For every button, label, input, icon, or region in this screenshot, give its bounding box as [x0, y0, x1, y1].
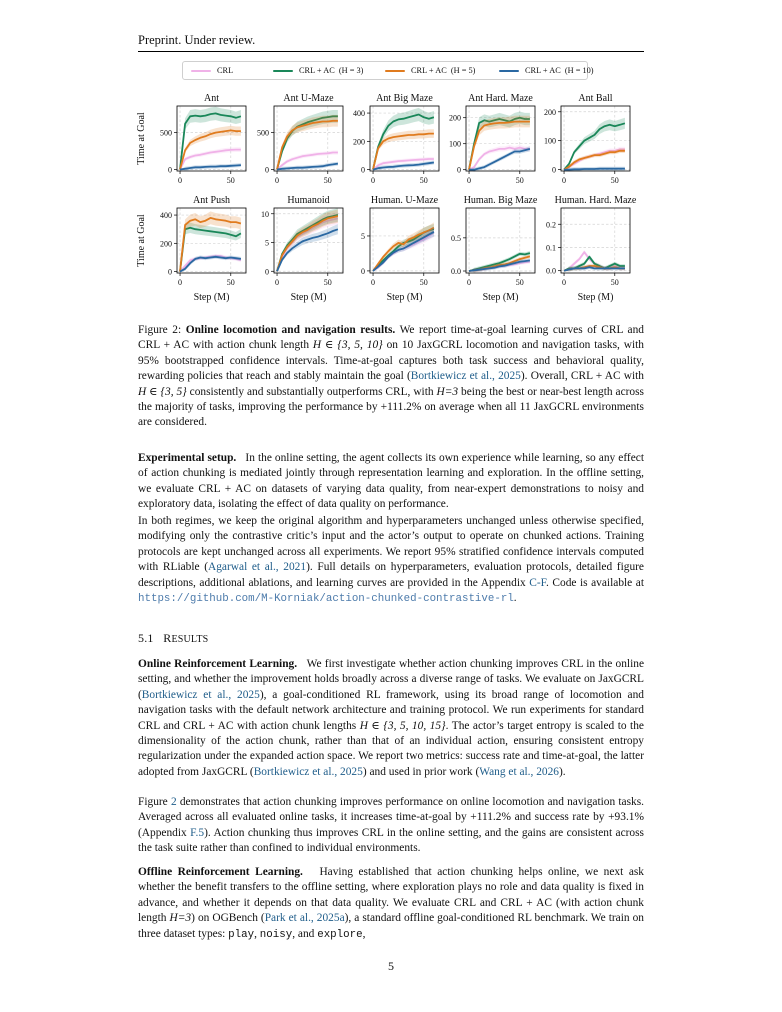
legend-label: CRL + AC [299, 66, 335, 75]
x-tick-label: 0 [178, 176, 183, 185]
axes-frame [561, 106, 630, 171]
paragraph-text: , [254, 927, 257, 940]
paragraph-text: We first investigate whether action chunking improves CRL in the online setting, and whether the improvement holds broadly across a diverse range of tasks. We evaluate on JaxGCRL ( [138, 658, 645, 701]
citation-link[interactable]: Agarwal et al., 2021 [208, 561, 307, 574]
paragraph-lead: Online Reinforcement Learning. [138, 658, 298, 670]
y-tick-label: 500 [160, 128, 172, 138]
paragraph-text: ). Full details on hyperparameters, evaluation protocols, detailed figure descriptions, additional ablations, and learning curves are provided in the Appendix [138, 561, 644, 589]
panel-title: Humanoid [287, 195, 330, 206]
paragraph-text: Figure [138, 796, 168, 808]
legend-swatch [499, 70, 519, 73]
y-tick-label: 0 [265, 267, 269, 277]
paragraph-text: . [513, 592, 517, 605]
appendix-link[interactable]: F.5 [190, 826, 205, 839]
paragraph-text: ), a standard offline goal-conditioned RL benchmark. We train on three dataset types: [138, 912, 644, 940]
caption-text: ). Overall, CRL + AC with [520, 370, 644, 383]
caption-math: H ∈ {3, 5, 10} [312, 339, 383, 352]
figure-caption [138, 323, 644, 431]
paragraph-text: ), a goal-conditioned RL framework, using its broad range of locomotion and navigation tasks with the default network architecture and training protocol. We run experiments for standard CRL and CRL + AC with action chunk lengths [138, 688, 644, 732]
caption-text: consistently and substantially outperforms CRL, with [189, 385, 434, 398]
offline-paragraph [138, 865, 644, 943]
paragraph-lead: Experimental setup. [138, 452, 237, 464]
y-tick-label: 0 [265, 165, 269, 175]
figure-link[interactable]: 2 [170, 796, 177, 808]
caption-math: +111.2% [380, 401, 422, 414]
x-tick-label: 50 [323, 278, 332, 287]
online-paragraph-2 [138, 795, 644, 857]
section-heading [138, 631, 208, 646]
citation-link[interactable]: Bortkiewicz et al., 2025 [253, 765, 363, 778]
y-tick-label: 400 [353, 109, 365, 119]
legend-param: (H = 5) [450, 66, 476, 75]
x-tick-label: 50 [226, 278, 235, 287]
paragraph-text: ). [559, 765, 566, 778]
y-tick-label: 0 [457, 165, 461, 175]
y-tick-label: 0.0 [546, 266, 556, 276]
y-tick-label: 200 [353, 137, 365, 147]
y-axis-label: Time at Goal [136, 214, 147, 267]
y-tick-label: 5 [361, 231, 365, 241]
y-tick-label: 0 [361, 165, 365, 175]
dataset-name: explore [317, 928, 363, 941]
code-url-link[interactable]: https://github.com/M-Korniak/action-chunked-contrastive-rl [138, 593, 514, 606]
legend-swatch [385, 70, 405, 73]
setup-paragraph-1 [138, 451, 644, 513]
paragraph-text: In both regimes, we keep the original algorithm and hyperparameters unchanged unless otherwise specified, modifying only the contrastive critic’s input and the actor’s output to operate on chunked actions. Training protocols are kept unchanged across all experiments. We report 95% stratified confidence intervals computed with RLiable ( [138, 515, 644, 574]
x-axis-label: Step (M) [386, 292, 423, 303]
x-tick-label: 0 [467, 176, 472, 185]
paragraph-text: ). Action chunking thus improves CRL in the online setting, and the gains are consistent across the task suite rather than confined to individual environments. [138, 826, 644, 855]
paragraph-lead: Offline Reinforcement Learning. [138, 866, 303, 878]
y-axis-label: Time at Goal [136, 112, 147, 165]
y-tick-label: 400 [160, 211, 172, 221]
legend-label: CRL [217, 66, 234, 75]
panel-title: Human. Hard. Maze [554, 195, 637, 206]
paragraph-text: (Appendix [138, 826, 187, 839]
panel-title: Ant [204, 93, 219, 104]
y-tick-label: 10 [261, 209, 269, 219]
paragraph-text: ) on OGBench ( [191, 912, 265, 925]
legend-swatch [191, 70, 211, 73]
x-tick-label: 0 [371, 176, 376, 185]
paragraph-text: and success rate by [514, 811, 605, 824]
panel-title: Ant Hard. Maze [468, 93, 533, 104]
panel-title: Ant Big Maze [376, 93, 433, 104]
appendix-link[interactable]: C-F [529, 576, 547, 589]
caption-label: Figure 2: [138, 324, 182, 336]
legend-item-crl-ac-h10 [499, 62, 594, 79]
x-axis-label: Step (M) [193, 292, 230, 303]
caption-math: H ∈ {3, 5} [138, 385, 187, 398]
caption-text: We report time-at-goal learning curves of CRL and CRL + AC with action chunk length [138, 324, 644, 352]
x-tick-label: 0 [371, 278, 376, 287]
x-tick-label: 50 [419, 278, 428, 287]
x-tick-label: 0 [562, 278, 567, 287]
dataset-name: noisy [259, 928, 293, 941]
y-tick-label: 500 [257, 128, 269, 138]
paragraph-text: ) and used in prior work ( [362, 765, 480, 778]
section-number: 5.1 [138, 631, 154, 645]
paragraph-math: +93.1% [608, 811, 644, 824]
x-axis-label: Step (M) [482, 292, 519, 303]
x-tick-label: 50 [323, 176, 332, 185]
header-rule [138, 51, 644, 52]
legend-param: (H = 10) [564, 66, 594, 75]
caption-text: on average when all 11 JaxGCRL environments are considered. [138, 401, 644, 429]
paragraph-text: . The actor’s target entropy is scaled to the dimensionality of the action chunk, rather than that of an individual action, ensuring consistent entropy regularization under the expanded action space. We report two metrics: success rate and time-at-goal, the latter adopted from JaxGCRL ( [138, 719, 644, 778]
x-axis-label: Step (M) [577, 292, 614, 303]
caption-text: being the best or near-best length across the majority of tasks, improving the performance by [138, 385, 644, 414]
series-line [564, 169, 625, 170]
y-tick-label: 0 [361, 266, 365, 276]
citation-link[interactable]: Bortkiewicz et al., 2025 [141, 688, 260, 701]
caption-math: H=3 [436, 385, 459, 398]
citation-link[interactable]: Bortkiewicz et al., 2025 [410, 370, 521, 383]
legend-label: CRL + AC [525, 66, 561, 75]
caption-title: Online locomotion and navigation results. [185, 324, 396, 336]
setup-paragraph-2 [138, 514, 644, 607]
dataset-name: play [228, 928, 255, 941]
x-tick-label: 50 [610, 176, 619, 185]
panel-title: Ant Ball [578, 93, 613, 104]
citation-link[interactable]: Park et al., 2025a [264, 912, 345, 925]
paragraph-text: , [362, 927, 366, 940]
panel-title: Ant U-Maze [283, 93, 334, 104]
paragraph-text: Having established that action chunking helps online, we next ask whether the benefit transfers to the offline setting, where exploration plays no role and data quality is fixed in advance, and whether it depends on that data quality. We evaluate CRL and CRL + AC (with action chunk length [138, 866, 644, 925]
y-tick-label: 0.2 [546, 220, 556, 230]
y-tick-label: 5 [265, 238, 269, 248]
online-paragraph-1 [138, 657, 644, 780]
running-head: Preprint. Under review. [138, 33, 256, 47]
legend-label: CRL + AC [411, 66, 447, 75]
x-tick-label: 0 [467, 278, 472, 287]
x-axis-label: Step (M) [290, 292, 327, 303]
y-tick-label: 200 [544, 107, 556, 117]
paragraph-math: H=3 [169, 912, 192, 925]
x-tick-label: 0 [275, 278, 280, 287]
x-tick-label: 50 [226, 176, 235, 185]
y-tick-label: 0 [552, 165, 556, 175]
page-number: 5 [388, 959, 394, 973]
y-tick-label: 0 [168, 165, 172, 175]
y-tick-label: 100 [544, 136, 556, 146]
x-tick-label: 0 [275, 176, 280, 185]
panel-title: Ant Push [193, 195, 230, 206]
citation-link[interactable]: Wang et al., 2026 [479, 765, 559, 778]
x-tick-label: 50 [419, 176, 428, 185]
y-tick-label: 0.0 [451, 267, 461, 277]
caption-text: on 10 JaxGCRL locomotion and navigation tasks, with 95% bootstrapped confidence intervals. Time-at-goal captures both task success and behavioral quality, rewarding policies that reach and stably maintain the goal ( [138, 339, 644, 383]
y-tick-label: 100 [449, 139, 461, 149]
y-tick-label: 0.5 [451, 233, 461, 243]
y-tick-label: 200 [160, 239, 172, 249]
legend-item-crl-ac-h5 [385, 62, 475, 79]
section-title-initial: R [163, 631, 172, 645]
paragraph-math: +111.2% [470, 811, 511, 824]
x-tick-label: 50 [610, 278, 619, 287]
paragraph-text: . Code is available at [546, 576, 644, 589]
x-tick-label: 50 [515, 278, 524, 287]
legend-swatch [273, 70, 293, 73]
x-tick-label: 0 [562, 176, 567, 185]
learning-curves-figure [130, 82, 650, 314]
y-tick-label: 0 [168, 267, 172, 277]
paragraph-text: demonstrates that action chunking improves performance on online locomotion and navigation tasks. Averaged across all evaluated online tasks, it increases time-at-goal by [138, 796, 644, 824]
legend-item-crl [191, 62, 233, 79]
panel-title: Human. U-Maze [370, 195, 439, 206]
section-title-rest: ESULTS [171, 634, 209, 645]
y-tick-label: 0.1 [546, 243, 556, 253]
x-tick-label: 0 [178, 278, 183, 287]
legend-param: (H = 3) [338, 66, 364, 75]
panel-title: Human. Big Maze [463, 195, 538, 206]
paragraph-text: In the online setting, the agent collects its own experience while learning, so any effect of action chunking is mediated jointly through representation learning and exploration. In the offline setting, we evaluate CRL + AC on datasets of varying data quality, from near-expert demonstrations to noisy and exploratory data, isolating the effect of data quality on performance. [138, 452, 644, 511]
y-tick-label: 200 [449, 113, 461, 123]
legend-item-crl-ac-h3 [273, 62, 363, 79]
paragraph-text: , and [292, 927, 315, 940]
figure-legend [182, 61, 594, 80]
paragraph-math: H ∈ {3, 5, 10, 15} [359, 719, 446, 732]
x-tick-label: 50 [515, 176, 524, 185]
